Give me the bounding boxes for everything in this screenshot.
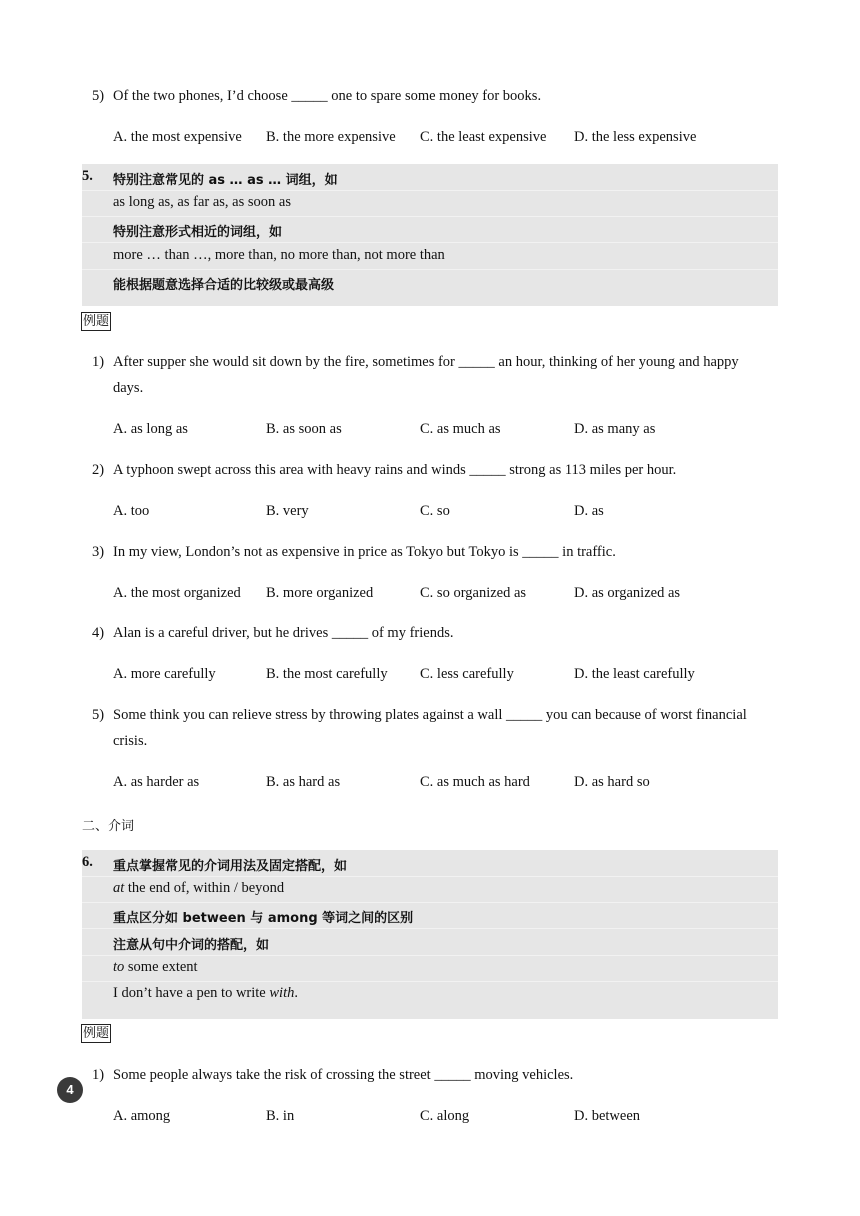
option-b: B. the most carefully — [266, 666, 388, 682]
option-d: D. as many as — [574, 421, 656, 437]
option-a: A. as long as — [113, 421, 188, 437]
key-point-line: as long as, as far as, as soon as — [82, 190, 778, 217]
option-a: A. the most organized — [113, 585, 241, 601]
option-a: A. the most expensive — [113, 129, 242, 145]
option-d: D. between — [574, 1108, 641, 1124]
key-point-line: 注意从句中介词的搭配，如 — [82, 929, 778, 956]
question-number: 5) — [92, 707, 105, 723]
key-point-number: 6. — [82, 854, 93, 870]
question-text: Some people always take the risk of crossing the street _____ moving vehicles. — [113, 1067, 574, 1083]
question-text: After supper she would sit down by the fire, sometimes for _____ an hour, thinking of her young and happy — [113, 354, 739, 370]
option-b: B. the more expensive — [266, 129, 396, 145]
option-d: D. as organized as — [574, 585, 681, 601]
option-b: B. as soon as — [266, 421, 342, 437]
option-c: C. as much as hard — [420, 774, 530, 790]
section-heading: 二、介词 — [82, 819, 135, 834]
option-a: A. as harder as — [113, 774, 200, 790]
question-number: 1) — [92, 1067, 105, 1083]
option-a: A. too — [113, 503, 150, 519]
question-number: 1) — [92, 354, 105, 370]
option-d: D. the less expensive — [574, 129, 697, 145]
question-text: Of the two phones, I’d choose _____ one to spare some money for books. — [113, 88, 542, 104]
question-text-cont: crisis. — [113, 733, 148, 749]
key-point-line: to some extent — [82, 955, 778, 982]
option-b: B. as hard as — [266, 774, 341, 790]
option-b: B. in — [266, 1108, 295, 1124]
option-c: C. so — [420, 503, 450, 519]
option-c: C. along — [420, 1108, 470, 1124]
key-point-line: I don’t have a pen to write with. — [113, 985, 298, 1001]
option-c: C. as much as — [420, 421, 501, 437]
key-point-line: more … than …, more than, no more than, not more than — [82, 243, 778, 270]
question-text: Some think you can relieve stress by throwing plates against a wall _____ you can because of worst financial — [113, 707, 747, 723]
option-b: B. more organized — [266, 585, 374, 601]
option-d: D. as — [574, 503, 604, 519]
option-d: D. as hard so — [574, 774, 650, 790]
key-point-line: 特别注意常见的 as … as … 词组，如 — [82, 164, 778, 191]
option-c: C. the least expensive — [420, 129, 547, 145]
key-point-box-6 — [82, 850, 778, 1019]
option-b: B. very — [266, 503, 309, 519]
key-point-line: 能根据题意选择合适的比较级或最高级 — [113, 278, 335, 293]
option-c: C. less carefully — [420, 666, 514, 682]
option-c: C. so organized as — [420, 585, 527, 601]
key-point-number: 5. — [82, 168, 93, 184]
key-point-box-5 — [82, 164, 778, 306]
page-number-badge: 4 — [57, 1077, 83, 1103]
question-number: 2) — [92, 462, 105, 478]
question-number: 4) — [92, 625, 105, 641]
question-text: In my view, London’s not as expensive in price as Tokyo but Tokyo is _____ in traffic. — [113, 544, 616, 560]
option-a: A. more carefully — [113, 666, 216, 682]
key-point-line: at the end of, within / beyond — [82, 876, 778, 903]
question-text-cont: days. — [113, 380, 144, 396]
question-number: 3) — [92, 544, 105, 560]
question-number: 5) — [92, 88, 105, 104]
key-point-line: 重点掌握常见的介词用法及固定搭配，如 — [82, 850, 778, 877]
example-label: 例题 — [83, 1026, 110, 1041]
question-text: A typhoon swept across this area with heavy rains and winds _____ strong as 113 miles per hour. — [113, 462, 677, 478]
option-d: D. the least carefully — [574, 666, 695, 682]
example-label: 例题 — [83, 314, 110, 329]
key-point-line: 特别注意形式相近的词组，如 — [82, 216, 778, 243]
option-a: A. among — [113, 1108, 171, 1124]
key-point-line: 重点区分如 between 与 among 等词之间的区别 — [82, 902, 778, 929]
question-text: Alan is a careful driver, but he drives _____ of my friends. — [113, 625, 454, 641]
